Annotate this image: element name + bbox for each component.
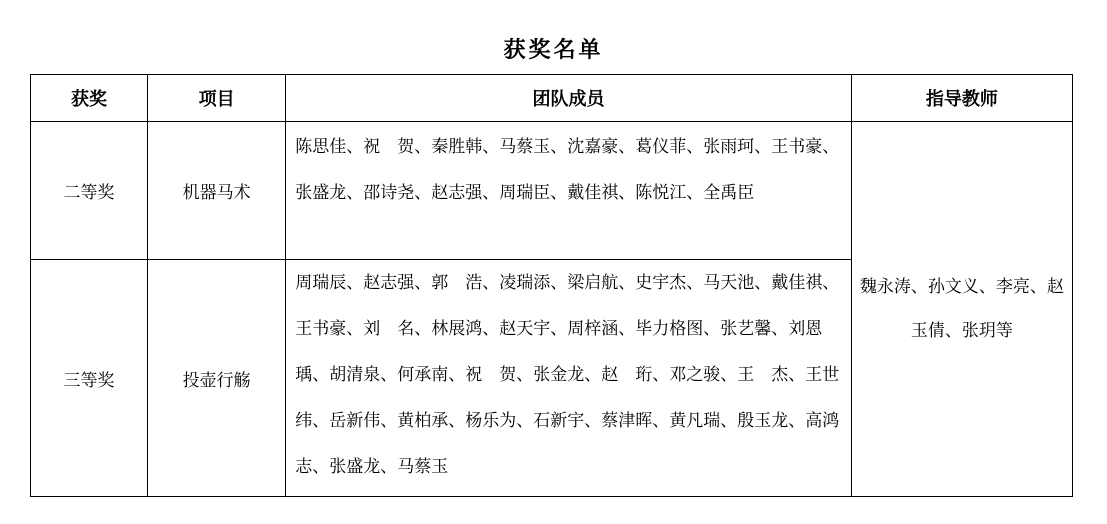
members-cell: 陈思佳、祝 贺、秦胜韩、马蔡玉、沈嘉豪、葛仪菲、张雨珂、王书豪、张盛龙、邵诗尧、赵志强、周瑞臣、戴佳祺、陈悦江、全禹臣 [286, 122, 852, 260]
project-cell: 机器马术 [148, 122, 286, 260]
header-members: 团队成员 [286, 75, 852, 122]
document-title: 获奖名单 [503, 38, 604, 63]
table-header-row [31, 75, 1073, 122]
teacher-cell: 魏永涛、孙文义、李亮、赵玉倩、张玥等 [851, 122, 1072, 497]
table-row [31, 122, 1073, 260]
award-cell: 三等奖 [31, 260, 148, 497]
header-project: 项目 [148, 75, 286, 122]
header-award: 获奖 [31, 75, 148, 122]
header-teacher: 指导教师 [851, 75, 1072, 122]
members-cell: 周瑞辰、赵志强、郭 浩、凌瑞添、梁启航、史宇杰、马天池、戴佳祺、王书豪、刘 名、林展鸿、赵天宇、周梓涵、毕力格图、张艺馨、刘恩瑀、胡清泉、何承南、祝 贺、张金龙、赵 珩、邓之骏、王 杰、王世纬、岳新伟、黄柏承、杨乐为、石新宇、蔡津晖、黄凡瑞、殷玉龙、高鸿志、张盛龙、马蔡玉 [286, 260, 852, 497]
project-cell: 投壶行觞 [148, 260, 286, 497]
award-table [30, 74, 1073, 497]
award-cell: 二等奖 [31, 122, 148, 260]
